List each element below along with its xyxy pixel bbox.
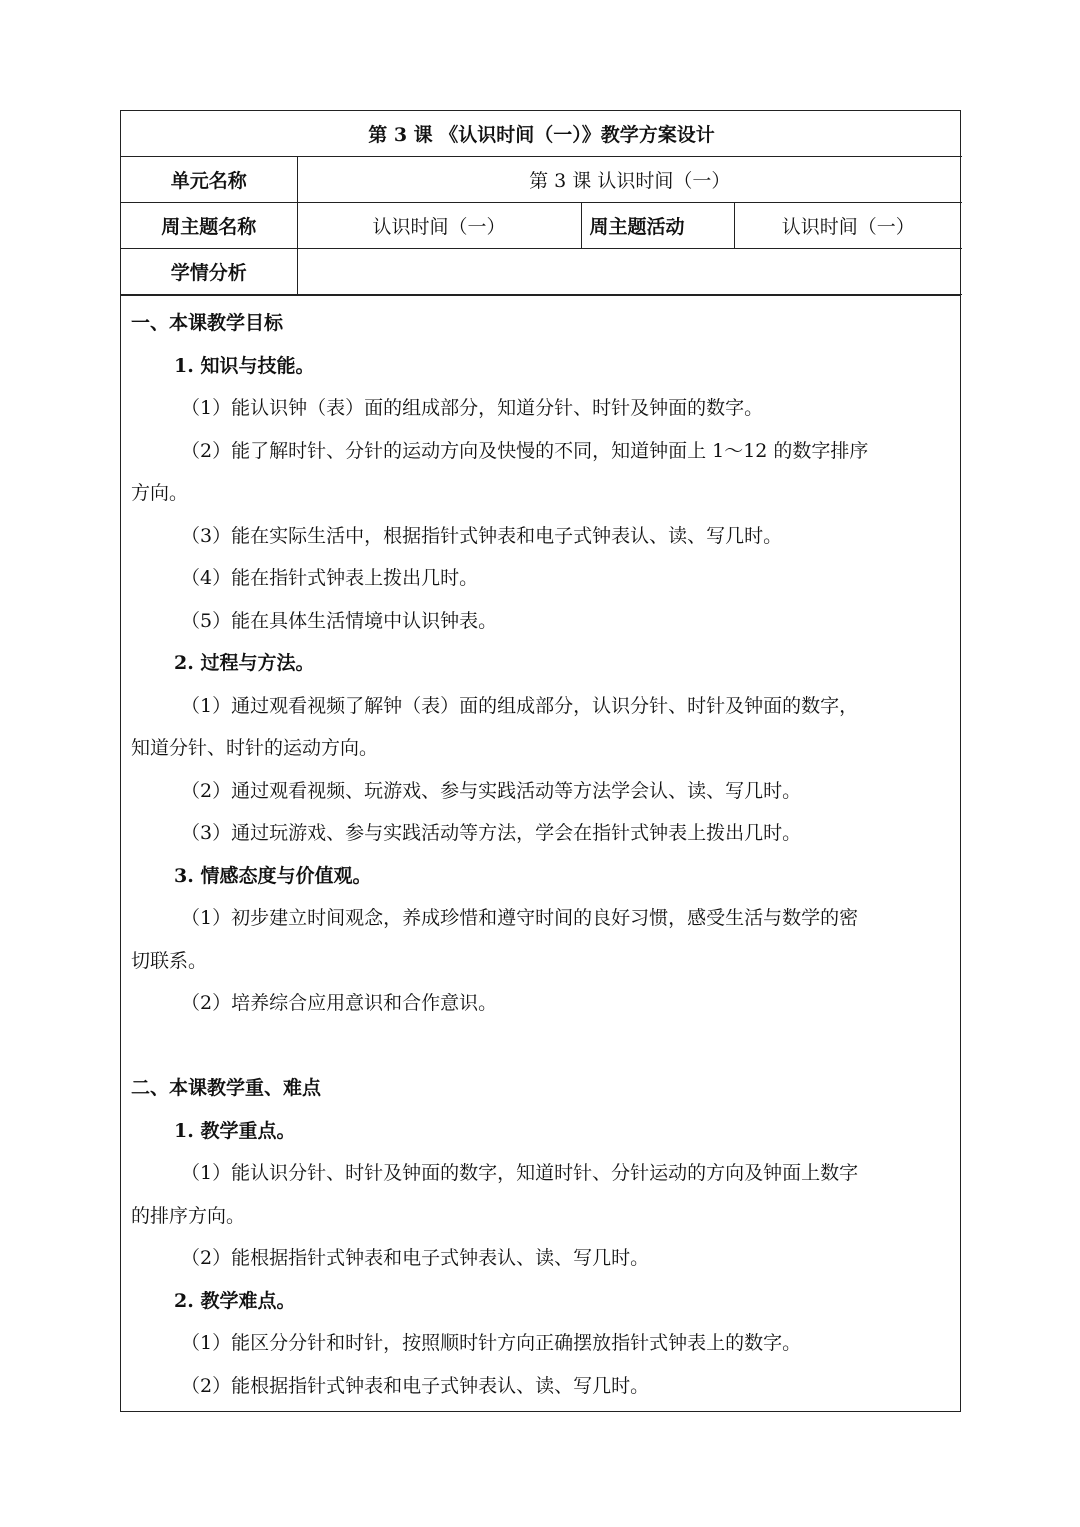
weekly-activity-value: 认识时间（一） bbox=[734, 203, 962, 249]
unit-name-label: 单元名称 bbox=[121, 157, 297, 203]
unit-name-value: 第 3 课 认识时间（一） bbox=[297, 157, 962, 203]
list-item: （3）能在实际生活中，根据指针式钟表和电子式钟表认、读、写几时。 bbox=[181, 524, 783, 547]
list-item: （2）能了解时针、分针的运动方向及快慢的不同，知道钟面上 1～12 的数字排序 bbox=[181, 439, 869, 462]
list-item: （2）能根据指针式钟表和电子式钟表认、读、写几时。 bbox=[181, 1374, 650, 1397]
weekly-theme-label: 周主题名称 bbox=[121, 203, 297, 249]
document-title: 第 3 课 《认识时间（一）》教学方案设计 bbox=[121, 111, 962, 157]
list-item: （2）能根据指针式钟表和电子式钟表认、读、写几时。 bbox=[181, 1247, 650, 1269]
sub-heading-knowledge: 1. 知识与技能。 bbox=[174, 354, 315, 377]
list-item: （1）能认识分针、时针及钟面的数字，知道时针、分针运动的方向及钟面上数字 bbox=[181, 1162, 859, 1184]
list-item: （4）能在指针式钟表上拨出几时。 bbox=[181, 567, 479, 589]
list-item: （1）通过观看视频了解钟（表）面的组成部分，认识分针、时针及钟面的数字， bbox=[181, 694, 859, 717]
list-item: （2）通过观看视频、玩游戏、参与实践活动等方法学会认、读、写几时。 bbox=[181, 779, 802, 802]
sub-heading-process: 2. 过程与方法。 bbox=[174, 652, 315, 674]
list-item-continuation: 的排序方向。 bbox=[131, 1204, 246, 1227]
lesson-info-table bbox=[121, 111, 962, 295]
list-item: （1）初步建立时间观念，养成珍惜和遵守时间的良好习惯，感受生活与数学的密 bbox=[181, 907, 859, 929]
sub-heading-attitude: 3. 情感态度与价值观。 bbox=[174, 864, 372, 887]
list-item: （2）培养综合应用意识和合作意识。 bbox=[181, 992, 498, 1014]
lesson-plan-document bbox=[120, 110, 961, 1412]
analysis-label: 学情分析 bbox=[121, 249, 297, 295]
sub-heading-key-points: 1. 教学重点。 bbox=[174, 1119, 296, 1142]
list-item-continuation: 知道分针、时针的运动方向。 bbox=[131, 737, 379, 759]
list-item-continuation: 方向。 bbox=[131, 482, 189, 504]
section-spacer bbox=[131, 1025, 950, 1068]
lesson-content bbox=[121, 295, 960, 1411]
list-item: （1）能区分分针和时针，按照顺时针方向正确摆放指针式钟表上的数字。 bbox=[181, 1332, 802, 1354]
section-heading-objectives: 一、本课教学目标 bbox=[131, 312, 284, 334]
analysis-value bbox=[297, 249, 962, 295]
weekly-activity-label: 周主题活动 bbox=[581, 203, 734, 249]
section-heading-key-points: 二、本课教学重、难点 bbox=[131, 1077, 322, 1099]
sub-heading-difficulties: 2. 教学难点。 bbox=[174, 1289, 296, 1312]
weekly-theme-value: 认识时间（一） bbox=[297, 203, 581, 249]
list-item: （1）能认识钟（表）面的组成部分，知道分针、时针及钟面的数字。 bbox=[181, 397, 764, 419]
list-item-continuation: 切联系。 bbox=[131, 949, 208, 972]
list-item: （5）能在具体生活情境中认识钟表。 bbox=[181, 609, 498, 632]
list-item: （3）通过玩游戏、参与实践活动等方法，学会在指针式钟表上拨出几时。 bbox=[181, 822, 802, 844]
